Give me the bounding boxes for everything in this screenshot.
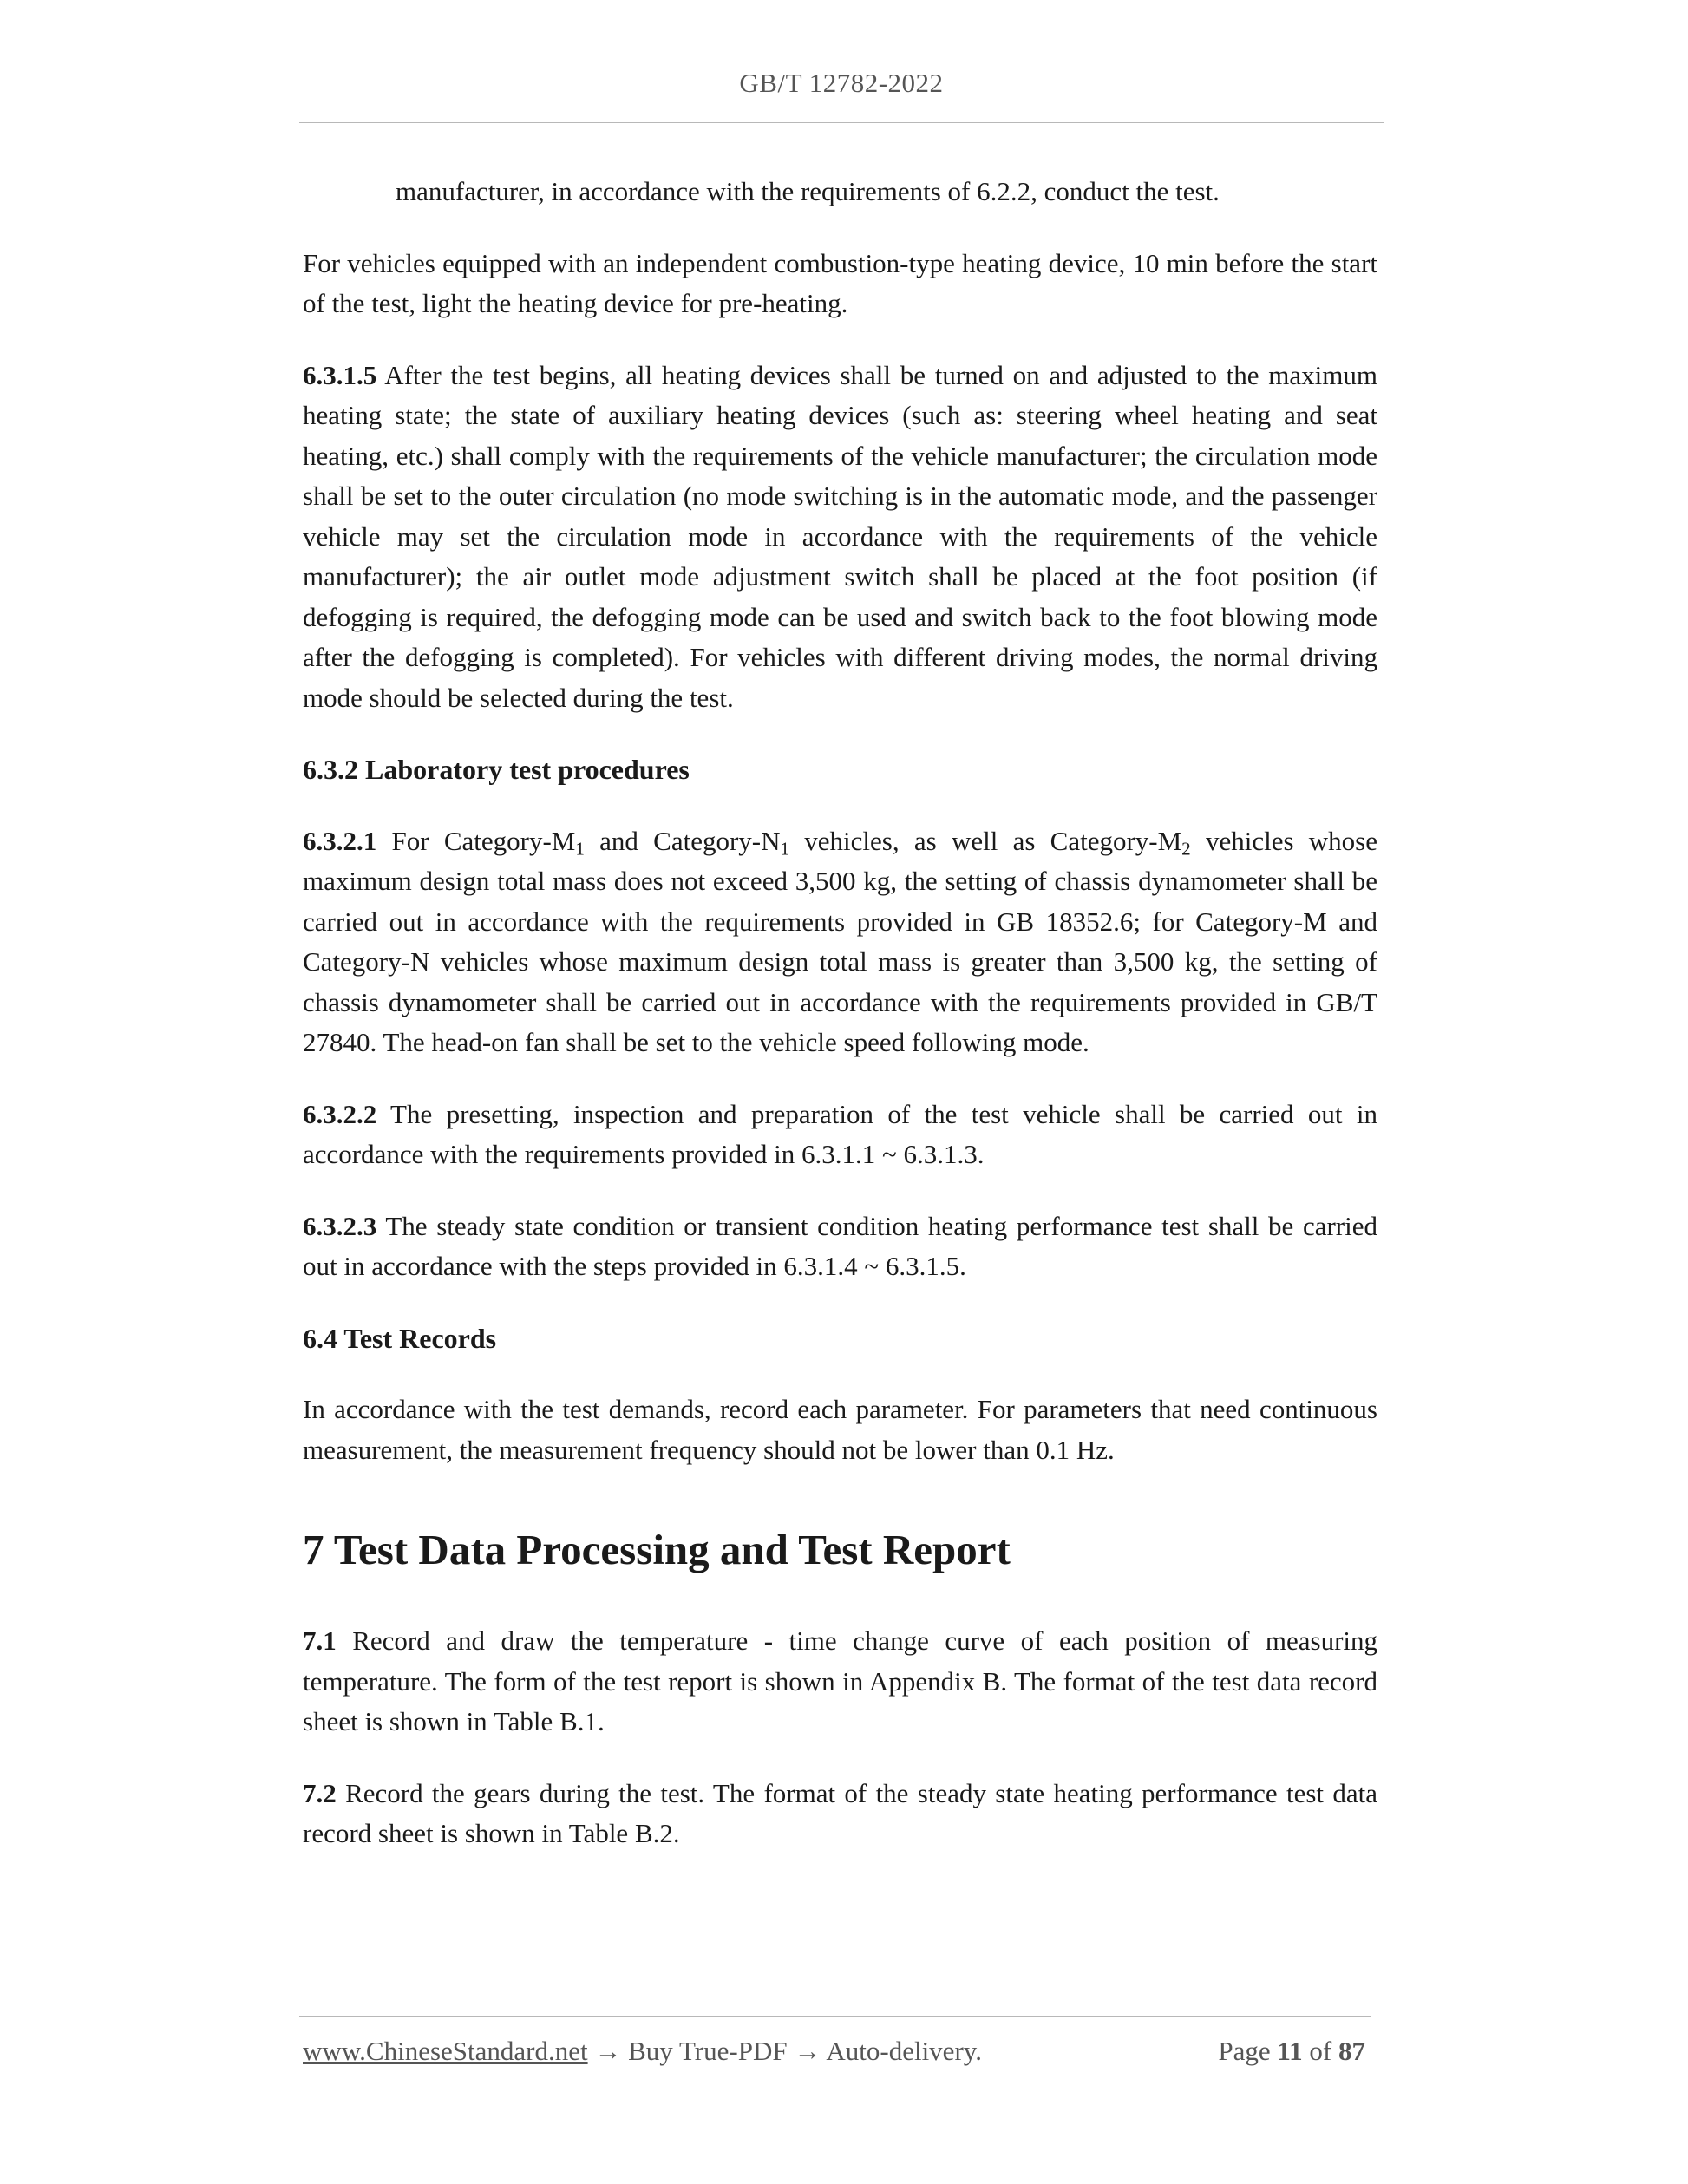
paragraph-heating-device — [303, 244, 1377, 324]
section-heading-6-3-2: 6.3.2 Laboratory test procedures — [303, 754, 690, 785]
paragraph-text: manufacturer, in accordance with the requirements of 6.2.2, conduct the test. — [396, 176, 1220, 206]
clause-7-2 — [303, 1774, 1377, 1854]
promo-text: → Buy True-PDF → Auto-delivery. — [587, 2036, 982, 2066]
chapter-heading-7: 7 Test Data Processing and Test Report — [303, 1526, 1011, 1573]
footer-divider — [299, 2016, 1371, 2017]
clause-6-3-2-2 — [303, 1095, 1377, 1175]
website-link[interactable]: www.ChineseStandard.net — [303, 2036, 588, 2066]
page-label: Page — [1218, 2036, 1278, 2066]
header-divider — [299, 122, 1384, 123]
clause-number: 6.3.2.2 — [303, 1098, 377, 1129]
clause-6-3-2-1 — [303, 821, 1377, 1063]
subscript: 1 — [575, 837, 585, 859]
footer-promo — [303, 2036, 982, 2067]
paragraph-continuation — [303, 172, 1377, 213]
clause-6-3-2-3 — [303, 1206, 1377, 1287]
clause-6-3-1-5 — [303, 356, 1377, 719]
clause-number: 6.3.1.5 — [303, 359, 377, 390]
clause-text: Record and draw the temperature - time change curve of each position of measuring temperature. The form of the test report is shown in Appendix B. The format of the test data record sheet is shown in Table B.1. — [303, 1625, 1377, 1736]
total-page-number: 87 — [1338, 2036, 1365, 2066]
page-indicator — [1218, 2036, 1365, 2067]
paragraph-text: In accordance with the test demands, record each parameter. For parameters that need continuous measurement, the measurement frequency should not be lower than 0.1 Hz. — [303, 1394, 1377, 1465]
clause-number: 6.3.2.1 — [303, 825, 377, 856]
clause-text: vehicles, as well as Category-M — [789, 825, 1182, 856]
clause-number: 6.3.2.3 — [303, 1210, 377, 1241]
clause-text: For Category-M — [376, 825, 576, 856]
paragraph-test-records — [303, 1390, 1377, 1470]
clause-number: 7.1 — [303, 1625, 337, 1656]
clause-7-1 — [303, 1621, 1377, 1743]
section-heading-6-4: 6.4 Test Records — [303, 1322, 497, 1354]
clause-number: 7.2 — [303, 1777, 337, 1808]
paragraph-text: For vehicles equipped with an independent combustion-type heating device, 10 min before the start of the test, light the heating device for pre-heating. — [303, 247, 1377, 318]
clause-text: vehicles whose maximum design total mass does not exceed 3,500 kg, the setting of chassis dynamometer shall be carried out in accordance with the requirements provided in GB 18352.6; for Category-M and Category-N vehicles whose maximum design total mass is greater than 3,500 kg, the setting of chassis dynamometer shall be carried out in accordance with the requirements provided in GB/T 27840. The head-on fan shall be set to the vehicle speed following mode. — [303, 825, 1377, 1057]
subscript: 1 — [780, 837, 790, 859]
clause-text: and Category-N — [584, 825, 781, 856]
running-header: GB/T 12782-2022 — [739, 68, 944, 98]
clause-text: The steady state condition or transient condition heating performance test shall be carried out in accordance with the steps provided in 6.3.1.4 ~ 6.3.1.5. — [303, 1210, 1377, 1281]
clause-text: After the test begins, all heating devices shall be turned on and adjusted to the maximum heating state; the state of auxiliary heating devices (such as: steering wheel heating and seat heating, etc.) shall comply with the requirements of the vehicle manufacturer; the circulation mode shall be set to the outer circulation (no mode switching is in the automatic mode, and the passenger vehicle may set the circulation mode in accordance with the requirements of the vehicle manufacturer); the air outlet mode adjustment switch shall be placed at the foot position (if defogging is required, the defogging mode can be used and switch back to the foot blowing mode after the defogging is completed). For vehicles with different driving modes, the normal driving mode should be selected during the test. — [303, 359, 1377, 713]
clause-text: Record the gears during the test. The format of the steady state heating performance test data record sheet is shown in Table B.2. — [303, 1777, 1377, 1848]
body-text — [303, 172, 1377, 1854]
current-page-number: 11 — [1277, 2036, 1303, 2066]
clause-text: The presetting, inspection and preparation of the test vehicle shall be carried out in accordance with the requirements provided in 6.3.1.1 ~ 6.3.1.3. — [303, 1098, 1377, 1169]
page-of-label: of — [1302, 2036, 1338, 2066]
subscript: 2 — [1181, 837, 1191, 859]
